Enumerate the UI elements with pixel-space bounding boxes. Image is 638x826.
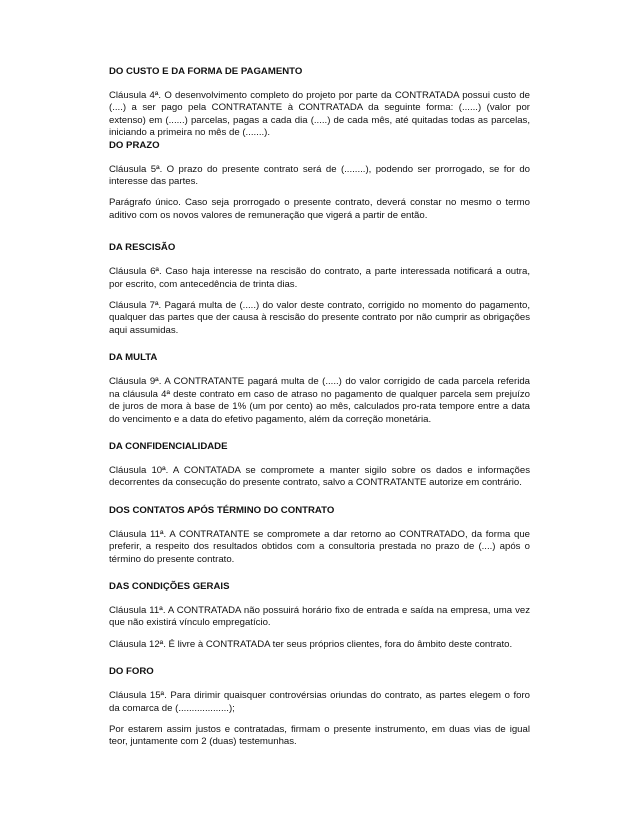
clause-paragraph: Cláusula 7ª. Pagará multa de (.....) do valor deste contrato, corrigido no momento do pagamento, qualquer das partes que der causa à rescisão do presente contrato por não cumprir as obrigações aqui assumidas. (109, 300, 530, 336)
section-multa (109, 352, 530, 426)
contract-page (109, 66, 530, 749)
clause-paragraph: Cláusula 9ª. A CONTRATANTE pagará multa de (.....) do valor corrigido de cada parcela referida na cláusula 4ª deste contrato em caso de atraso no pagamento de qualquer parcela sem prejuízo de juros de mora à base de 1% (um por cento) ao mês, calculados pro-rata tempore entre a data do vencimento e a data do efetivo pagamento, além da correção monetária. (109, 376, 530, 425)
clause-paragraph: Cláusula 12ª. É livre à CONTRATADA ter seus próprios clientes, fora do âmbito deste contrato. (109, 638, 513, 650)
clause-paragraph: Cláusula 10ª. A CONTATADA se compromete a manter sigilo sobre os dados e informações decorrentes da consecução do presente contrato, salvo a CONTRATANTE autorize em contrário. (109, 464, 530, 489)
section-title: DO FORO (109, 666, 154, 678)
section-title: DA RESCISÃO (109, 242, 176, 254)
section-confidencialidade (109, 441, 530, 490)
section-prazo (109, 140, 530, 223)
clause-paragraph: Cláusula 11ª. A CONTRATADA não possuirá horário fixo de entrada e saída na empresa, uma vez que não existirá vínculo empregatício. (109, 604, 530, 629)
clause-paragraph: Parágrafo único. Caso seja prorrogado o presente contrato, deverá constar no mesmo o termo aditivo com os novos valores de remuneração que vigerá a partir de então. (109, 197, 530, 221)
section-title: DA CONFIDENCIALIDADE (109, 440, 228, 452)
section-title: DO CUSTO E DA FORMA DE PAGAMENTO (109, 66, 303, 77)
section-contatos-apos-termino (109, 505, 530, 566)
clause-paragraph: Cláusula 11ª. A CONTRATANTE se compromete a dar retorno ao CONTRATADO, da forma que preferir, a respeito dos resultados obtidos com a consultoria prestada no prazo de (....) após o término do presente contrato. (109, 528, 530, 565)
clause-paragraph: Cláusula 5ª. O prazo do presente contrato será de (........), podendo ser prorrogado, se for do interesse das partes. (109, 163, 530, 188)
closing-paragraph: Por estarem assim justos e contratadas, firmam o presente instrumento, em duas vias de igual teor, juntamente com 2 (duas) testemunhas. (109, 723, 530, 748)
section-foro (109, 666, 530, 749)
section-title: DOS CONTATOS APÓS TÉRMINO DO CONTRATO (109, 504, 335, 516)
section-custo-pagamento (109, 66, 530, 140)
section-title: DA MULTA (109, 352, 158, 364)
section-title: DAS CONDIÇÕES GERAIS (109, 580, 230, 592)
clause-paragraph: Cláusula 6ª. Caso haja interesse na rescisão do contrato, a parte interessada notificará a outra, por escrito, com antecedência de trinta dias. (109, 266, 530, 290)
clause-paragraph: Cláusula 15ª. Para dirimir quaisquer controvérsias oriundas do contrato, as partes elegem o foro da comarca de (...................); (109, 690, 530, 714)
section-title: DO PRAZO (109, 139, 160, 151)
section-condicoes-gerais (109, 581, 530, 651)
clause-paragraph: Cláusula 4ª. O desenvolvimento completo do projeto por parte da CONTRATADA possui custo de (....) a ser pago pela CONTRATANTE à CONTRATADA da seguinte forma: (......) (valor por extenso) em (......) parcelas, pagas a cada dia (.....) de cada mês, até quitadas todas as parcelas, iniciando a primeira no mês de (.......). (109, 90, 530, 139)
section-rescisao (109, 242, 530, 337)
